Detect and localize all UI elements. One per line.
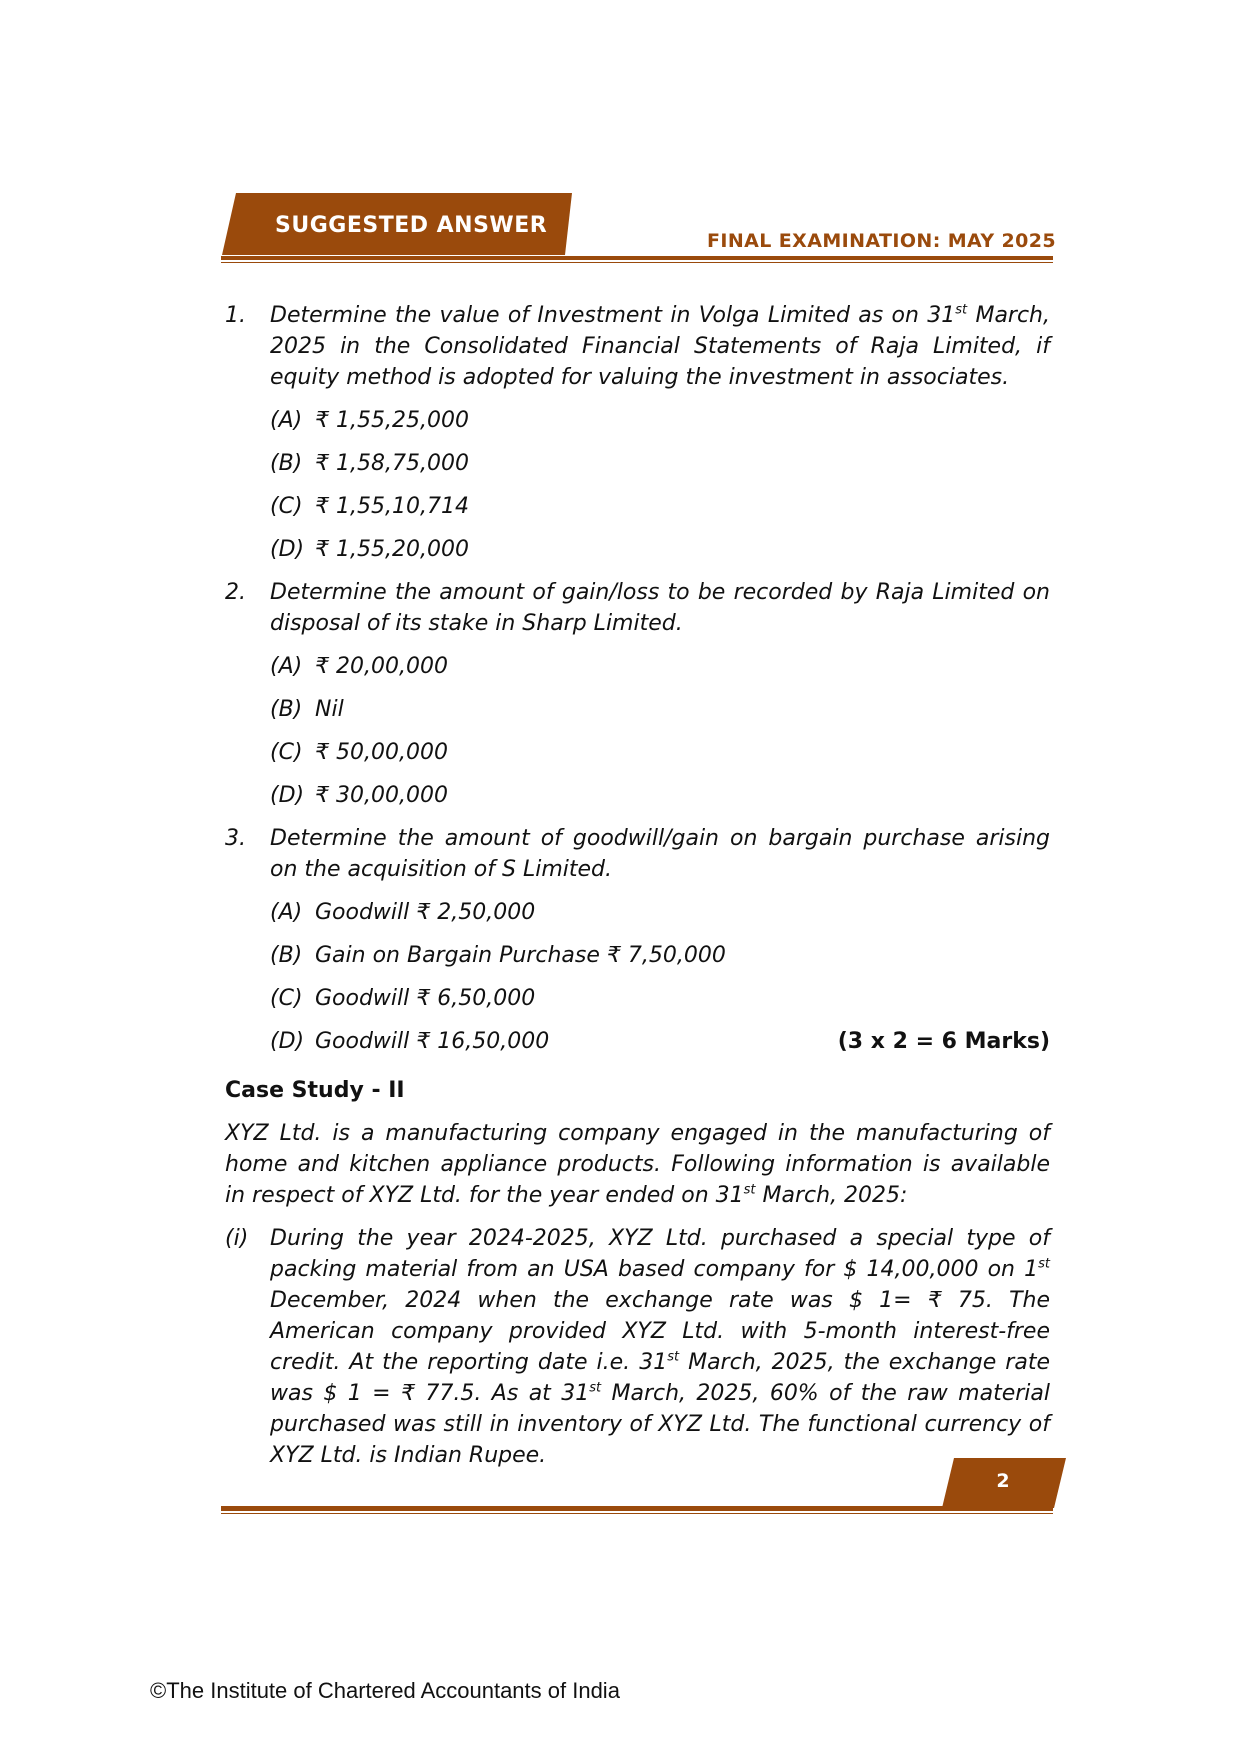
page-content <box>225 300 1050 1483</box>
option-text: ₹ 1,55,25,000 <box>315 408 469 433</box>
question-number: 3. <box>225 826 246 851</box>
exam-title: FINAL EXAMINATION: MAY 2025 <box>707 230 1056 252</box>
question-number: 2. <box>225 580 246 605</box>
question-number: 1. <box>225 303 246 328</box>
option-label: (B) <box>270 943 303 968</box>
question-3 <box>225 823 1050 885</box>
question-text-cont: March, 2025 in the Consolidated Financial Statements of Raja Limited, if equity method is adopted for valuing the investment in associates. <box>270 303 1050 390</box>
option-label: (A) <box>270 900 303 925</box>
option-row <box>225 1026 1050 1057</box>
page-number: 2 <box>996 1470 1010 1492</box>
option-row <box>225 737 1050 768</box>
intro-text-cont: March, 2025: <box>755 1183 908 1208</box>
footer-rule <box>221 1506 1053 1511</box>
option-label: (C) <box>270 986 303 1011</box>
question-text: Determine the amount of goodwill/gain on bargain purchase arising on the acquisition of S Limited. <box>270 826 1050 882</box>
option-text: Goodwill ₹ 16,50,000 <box>315 1029 550 1054</box>
option-text: ₹ 1,55,10,714 <box>315 494 469 519</box>
option-label: (A) <box>270 654 303 679</box>
question-1 <box>225 300 1050 393</box>
footer-rule-thin <box>221 1513 1053 1514</box>
option-text: ₹ 30,00,000 <box>315 783 448 808</box>
superscript: st <box>589 1380 602 1396</box>
item-text-3: March, 2025, the exchange rate was $ 1 = ₹ 77.5. As at 31 <box>270 1350 1050 1406</box>
item-text-2: December, 2024 when the exchange rate was $ 1= ₹ 75. The American company provided XYZ Ltd. with 5-month interest-free credit. At the reporting date i.e. 31 <box>270 1288 1050 1375</box>
superscript: st <box>667 1349 680 1365</box>
option-label: (D) <box>270 1029 305 1054</box>
superscript: st <box>743 1182 756 1198</box>
option-label: (B) <box>270 697 303 722</box>
header-tab-label: SUGGESTED ANSWER <box>275 213 548 238</box>
copyright-notice: ©The Institute of Chartered Accountants of India <box>150 1678 620 1703</box>
option-row <box>225 448 1050 479</box>
intro-text: XYZ Ltd. is a manufacturing company engaged in the manufacturing of home and kitchen appliance products. Following information is available in respect of XYZ Ltd. for the year ended on 31 <box>225 1121 1050 1208</box>
header-rule-thin <box>221 262 1053 263</box>
marks-allocation: (3 x 2 = 6 Marks) <box>837 1029 1050 1054</box>
superscript: st <box>955 302 968 318</box>
option-text: ₹ 1,55,20,000 <box>315 537 469 562</box>
option-text: ₹ 1,58,75,000 <box>315 451 469 476</box>
option-label: (A) <box>270 408 303 433</box>
question-2 <box>225 577 1050 639</box>
case-study-title: Case Study - II <box>225 1078 405 1103</box>
option-label: (C) <box>270 740 303 765</box>
option-row <box>225 405 1050 436</box>
option-text: Goodwill ₹ 2,50,000 <box>315 900 536 925</box>
option-row <box>225 651 1050 682</box>
question-text: Determine the value of Investment in Volga Limited as on 31 <box>270 303 956 328</box>
option-row <box>225 534 1050 565</box>
option-label: (C) <box>270 494 303 519</box>
option-row <box>225 491 1050 522</box>
option-text: Goodwill ₹ 6,50,000 <box>315 986 536 1011</box>
option-label: (D) <box>270 537 305 562</box>
option-label: (D) <box>270 783 305 808</box>
option-row <box>225 940 1050 971</box>
option-text: Nil <box>315 697 344 722</box>
option-row <box>225 694 1050 725</box>
question-text: Determine the amount of gain/loss to be recorded by Raja Limited on disposal of its stake in Sharp Limited. <box>270 580 1050 636</box>
superscript: st <box>1038 1256 1050 1272</box>
item-label: (i) <box>225 1226 249 1251</box>
case-item-i <box>225 1223 1050 1471</box>
option-text: Gain on Bargain Purchase ₹ 7,50,000 <box>315 943 726 968</box>
option-text: ₹ 50,00,000 <box>315 740 448 765</box>
case-study-intro <box>225 1118 1050 1211</box>
header-rule <box>221 256 1053 260</box>
option-label: (B) <box>270 451 303 476</box>
option-row <box>225 897 1050 928</box>
item-text-4: March, 2025, 60% of the raw material purchased was still in inventory of XYZ Ltd. The functional currency of XYZ Ltd. is Indian Rupee. <box>270 1381 1050 1468</box>
option-text: ₹ 20,00,000 <box>315 654 448 679</box>
option-row <box>225 983 1050 1014</box>
option-row <box>225 780 1050 811</box>
item-text-1: During the year 2024-2025, XYZ Ltd. purchased a special type of packing material from an USA based company for $ 14,00,000 on 1 <box>270 1226 1050 1282</box>
